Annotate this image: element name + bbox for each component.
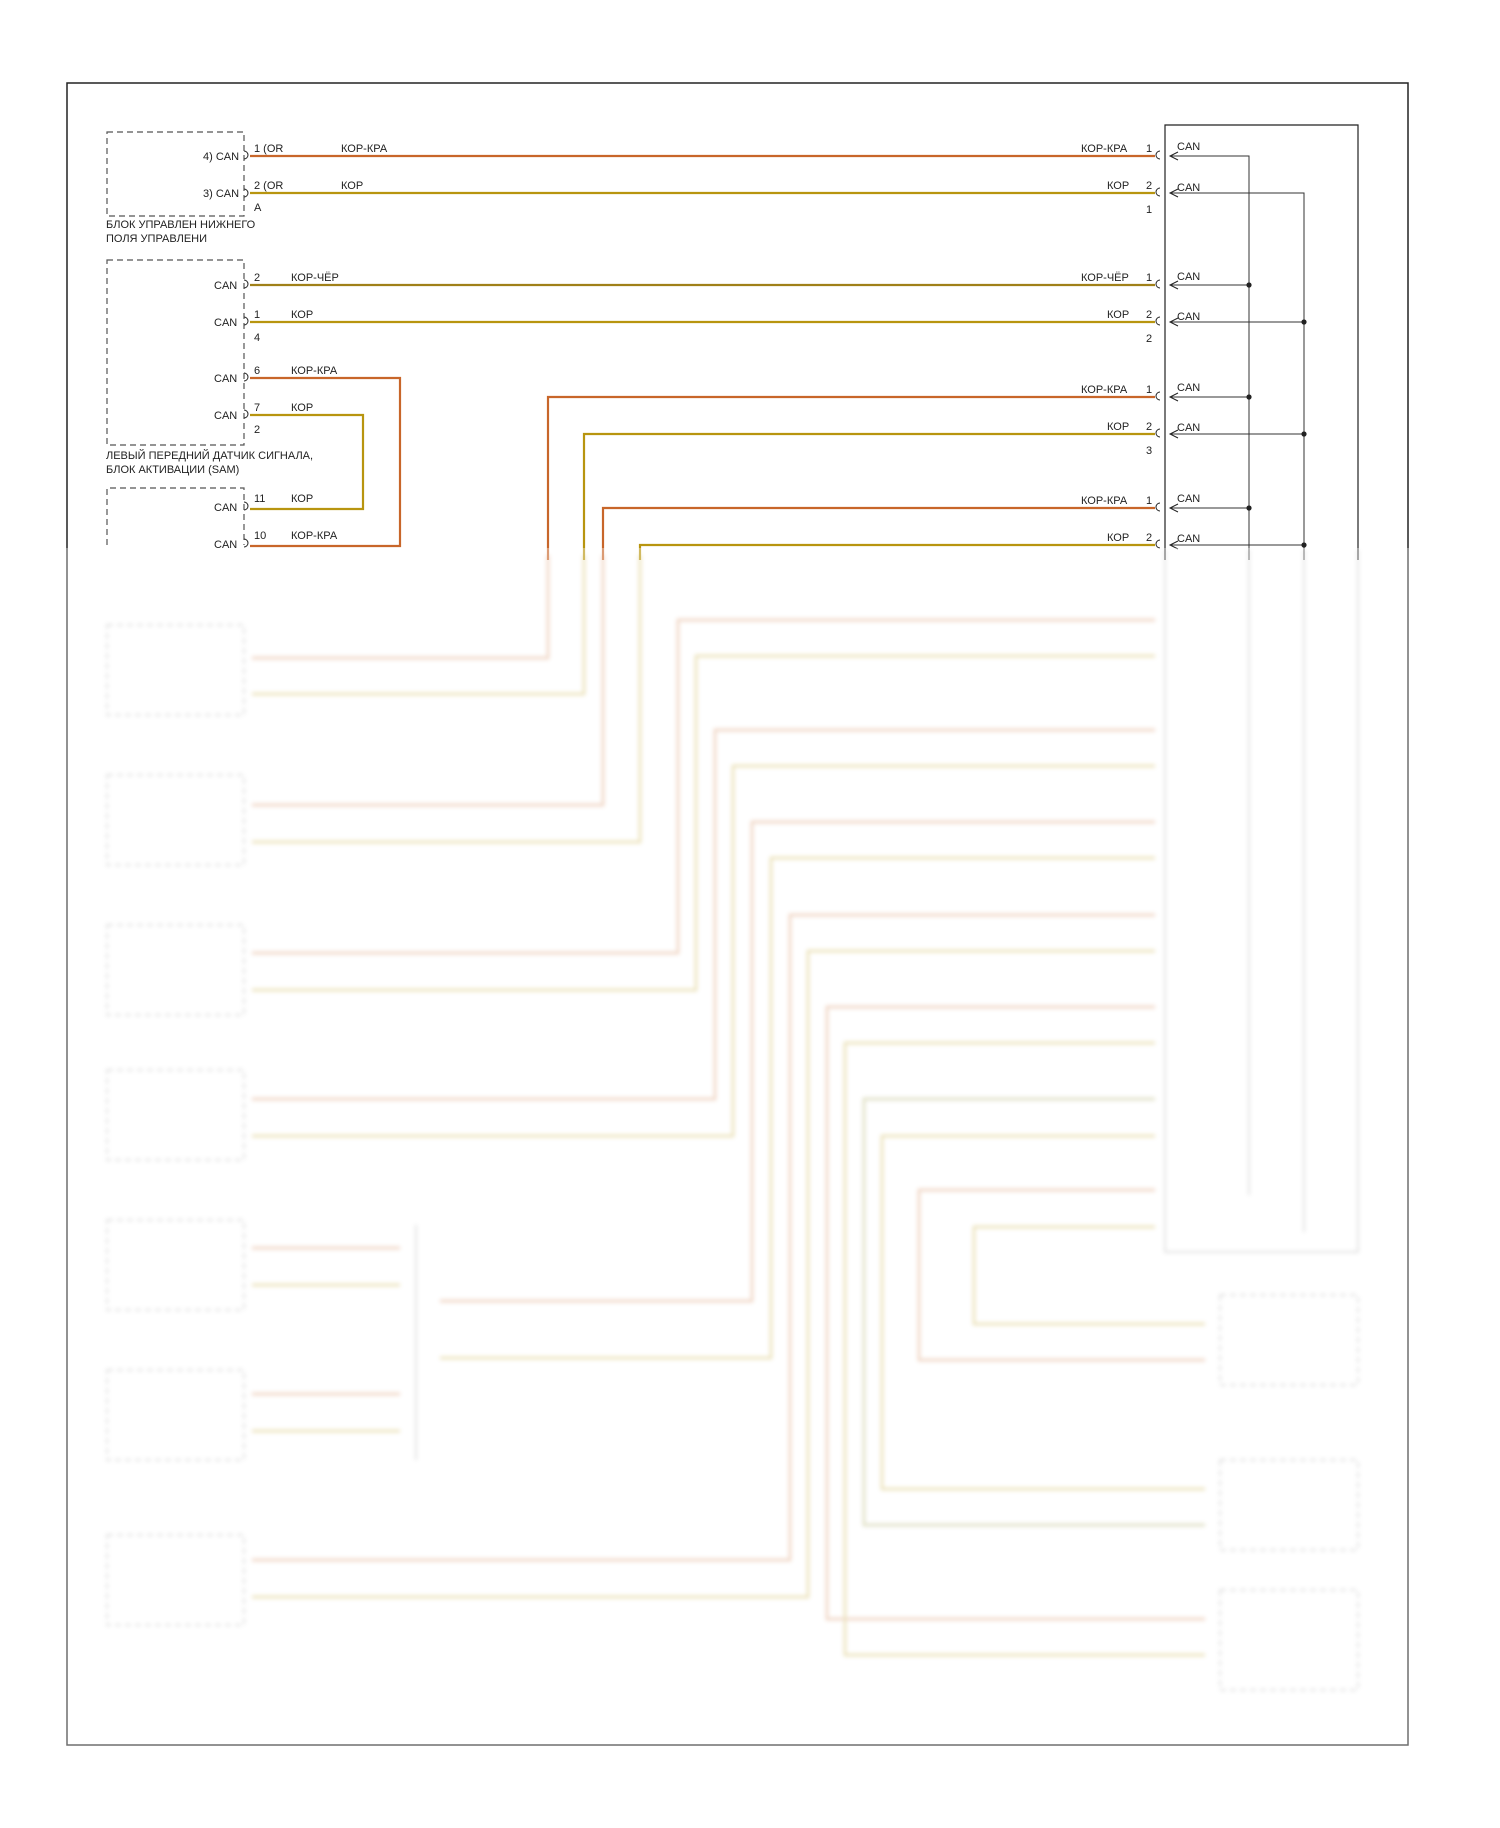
sam-label-2: БЛОК АКТИВАЦИИ (SAM) bbox=[106, 464, 240, 476]
third-unit bbox=[107, 488, 266, 551]
sam-pin-num-4: 7 bbox=[254, 402, 261, 414]
connector-pin-2: 2 bbox=[1146, 532, 1153, 544]
sam-pin-can-4: CAN bbox=[214, 410, 238, 422]
wires-upper bbox=[250, 156, 1155, 560]
connector-pin-2: 2 bbox=[1146, 309, 1153, 321]
third-pin-can-1: CAN bbox=[214, 502, 238, 514]
connector-can-label: CAN bbox=[1177, 271, 1201, 283]
connector-pin-1: 1 bbox=[1146, 143, 1153, 155]
wire-labels-left bbox=[291, 143, 388, 542]
wire-label: КОР bbox=[291, 493, 314, 505]
connector-pin-2: 2 bbox=[1146, 421, 1153, 433]
lower-panel-label-2: ПОЛЯ УПРАВЛЕНИ bbox=[106, 233, 208, 245]
sam-unit bbox=[106, 260, 313, 476]
wire-label: КОР-ЧЁР bbox=[291, 272, 339, 284]
lower-panel-extra-pin: A bbox=[254, 202, 262, 214]
connector-extra-pin: 1 bbox=[1146, 204, 1153, 216]
lower-panel-pin-can-2: 3) CAN bbox=[203, 188, 240, 200]
connector-can-label: CAN bbox=[1177, 141, 1201, 153]
third-pin-can-2: CAN bbox=[214, 539, 238, 551]
connector-pin-1: 1 bbox=[1146, 495, 1153, 507]
wire-label: КОР bbox=[1107, 309, 1130, 321]
wire-label: КОР-КРА bbox=[291, 530, 338, 542]
wire-labels-right bbox=[1081, 143, 1129, 544]
wire-label: КОР-КРА bbox=[341, 143, 388, 155]
lower-panel-pin-num-2: 2 (OR bbox=[254, 180, 284, 192]
wire-label: КОР-КРА bbox=[1081, 384, 1128, 396]
wire-label: КОР bbox=[341, 180, 364, 192]
wire-label: КОР bbox=[1107, 180, 1130, 192]
wire-label: КОР-КРА bbox=[1081, 143, 1128, 155]
connector-pin-1: 1 bbox=[1146, 384, 1153, 396]
wire-label: КОР bbox=[291, 309, 314, 321]
sam-pin-can-2: CAN bbox=[214, 317, 238, 329]
connector-pin-2: 2 bbox=[1146, 180, 1153, 192]
sam-pin-num-3: 6 bbox=[254, 365, 261, 377]
sam-extra-pin-2: 2 bbox=[254, 424, 261, 436]
wire-label: КОР-КРА bbox=[291, 365, 338, 377]
connector-can-label: CAN bbox=[1177, 422, 1201, 434]
lower-panel-pin-can-1: 4) CAN bbox=[203, 151, 240, 163]
connector-can-label: CAN bbox=[1177, 533, 1201, 545]
sam-pin-num-1: 2 bbox=[254, 272, 261, 284]
wire-label: КОР bbox=[1107, 532, 1130, 544]
sam-pin-can-3: CAN bbox=[214, 373, 238, 385]
third-pin-num-1: 11 bbox=[254, 493, 266, 505]
connector-pin-1: 1 bbox=[1146, 272, 1153, 284]
connector-extra-pin: 2 bbox=[1146, 333, 1153, 345]
third-pin-num-2: 10 bbox=[254, 530, 267, 542]
sam-label-1: ЛЕВЫЙ ПЕРЕДНИЙ ДАТЧИК СИГНАЛА, bbox=[106, 450, 314, 462]
connector-can-label: CAN bbox=[1177, 311, 1201, 323]
wire-label: КОР bbox=[291, 402, 314, 414]
lower-panel-control-unit bbox=[106, 132, 283, 245]
lower-panel-pin-num-1: 1 (OR bbox=[254, 143, 284, 155]
lower-panel-label-1: БЛОК УПРАВЛЕН НИЖНЕГО bbox=[106, 219, 256, 231]
blur-fade bbox=[60, 548, 1420, 1758]
connector-can-label: CAN bbox=[1177, 493, 1201, 505]
upper-section bbox=[106, 125, 1358, 560]
connector-extra-pin: 3 bbox=[1146, 445, 1153, 457]
wire-label: КОР bbox=[1107, 421, 1130, 433]
sam-pin-num-2: 1 bbox=[254, 309, 261, 321]
sam-pin-can-1: CAN bbox=[214, 280, 238, 292]
connector-can-label: CAN bbox=[1177, 382, 1201, 394]
sam-extra-pin-1: 4 bbox=[254, 332, 261, 344]
can-junction-connector bbox=[1146, 125, 1358, 560]
wire-label: КОР-ЧЁР bbox=[1081, 272, 1129, 284]
wire-label: КОР-КРА bbox=[1081, 495, 1128, 507]
connector-can-label: CAN bbox=[1177, 182, 1201, 194]
